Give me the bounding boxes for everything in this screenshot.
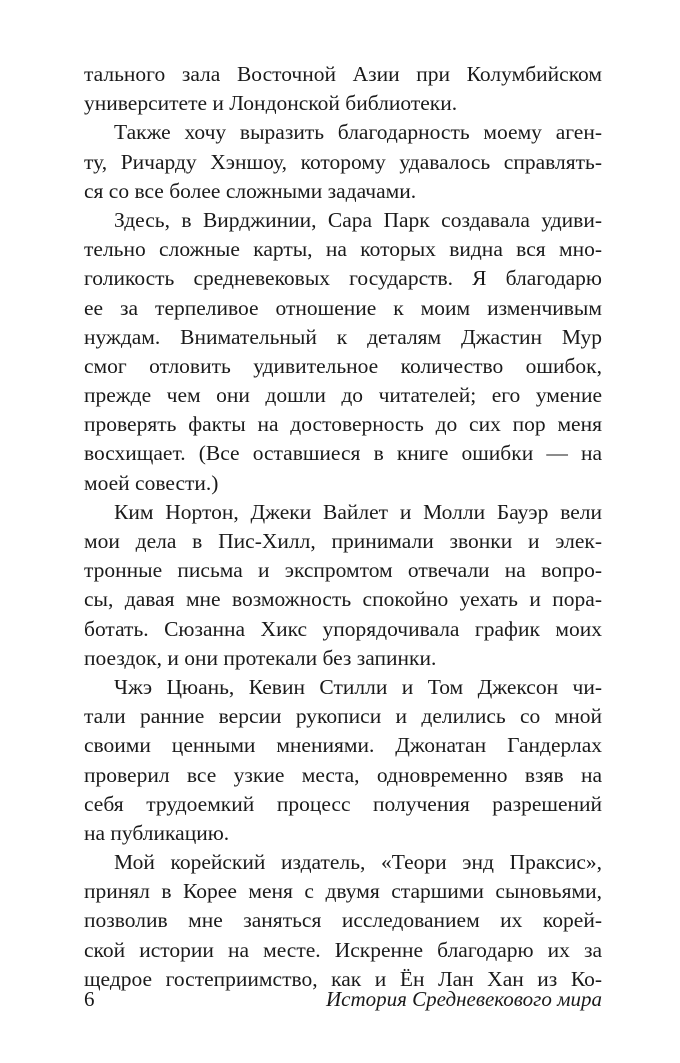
text-line: ее за терпеливое отношение к моим изменчивым xyxy=(84,295,602,320)
text-line: Чжэ Цюань, Кевин Стилли и Том Джексон чи- xyxy=(114,674,602,699)
text-line: щедрое гостеприимство, как и Ён Лан Хан из Ко- xyxy=(84,966,602,991)
paragraph-5 xyxy=(84,673,602,848)
text-line: моей совести.) xyxy=(84,470,219,495)
running-title: История Средневекового мира xyxy=(326,987,602,1011)
text-line: смог отловить удивительное количество ошибок, xyxy=(84,353,602,378)
text-line: восхищает. (Все оставшиеся в книге ошибки — на xyxy=(84,441,602,466)
paragraph-1 xyxy=(84,60,602,118)
text-line: ту, Ричарду Хэншоу, которому удавалось справлять- xyxy=(84,149,602,174)
text-line: ской истории на месте. Искренне благодарю их за xyxy=(84,937,602,962)
text-line: Также хочу выразить благодарность моему аген- xyxy=(114,120,602,145)
text-line: проверил все узкие места, одновременно взяв на xyxy=(84,762,602,787)
page-body xyxy=(84,60,602,994)
text-line: сы, давая мне возможность спокойно уехать и пора- xyxy=(84,587,602,612)
page-footer xyxy=(84,985,602,1013)
text-line: тального зала Восточной Азии при Колумбийском xyxy=(84,62,602,86)
paragraph-3 xyxy=(84,206,602,498)
paragraph-2 xyxy=(84,118,602,206)
text-line: ся со все более сложными задачами. xyxy=(84,178,417,203)
paragraph-6 xyxy=(84,848,602,994)
text-line: университете и Лондонской библиотеки. xyxy=(84,91,458,116)
text-line: поездок, и они протекали без запинки. xyxy=(84,645,437,670)
text-line: тронные письма и экспромтом отвечали на вопро- xyxy=(84,558,602,583)
text-line: ботать. Сюзанна Хикс упорядочивала график моих xyxy=(84,616,602,641)
text-line: прежде чем они дошли до читателей; его умение xyxy=(84,383,602,408)
page-number: 6 xyxy=(84,987,95,1011)
text-line: голикость средневековых государств. Я благодарю xyxy=(84,266,602,291)
text-line: позволив мне заняться исследованием их корей- xyxy=(84,908,602,933)
text-line: тали ранние версии рукописи и делились со мной xyxy=(84,704,602,729)
text-line: принял в Корее меня с двумя старшими сыновьями, xyxy=(84,879,602,904)
text-line: тельно сложные карты, на которых видна вся мно- xyxy=(84,237,602,262)
text-line: Здесь, в Вирджинии, Сара Парк создавала удиви- xyxy=(114,207,602,232)
text-line: своими ценными мнениями. Джонатан Гандерлах xyxy=(84,733,602,758)
text-line: на публикацию. xyxy=(84,820,230,845)
text-line: Мой корейский издатель, «Теори энд Праксис», xyxy=(114,850,602,875)
text-line: мои дела в Пис-Хилл, принимали звонки и элек- xyxy=(84,529,602,553)
text-line: Ким Нортон, Джеки Вайлет и Молли Бауэр вели xyxy=(114,499,602,524)
text-line: проверять факты на достоверность до сих пор меня xyxy=(84,412,602,437)
paragraph-4 xyxy=(84,498,602,673)
text-line: себя трудоемкий процесс получения разрешений xyxy=(84,791,602,816)
text-line: нуждам. Внимательный к деталям Джастин Мур xyxy=(84,324,602,349)
